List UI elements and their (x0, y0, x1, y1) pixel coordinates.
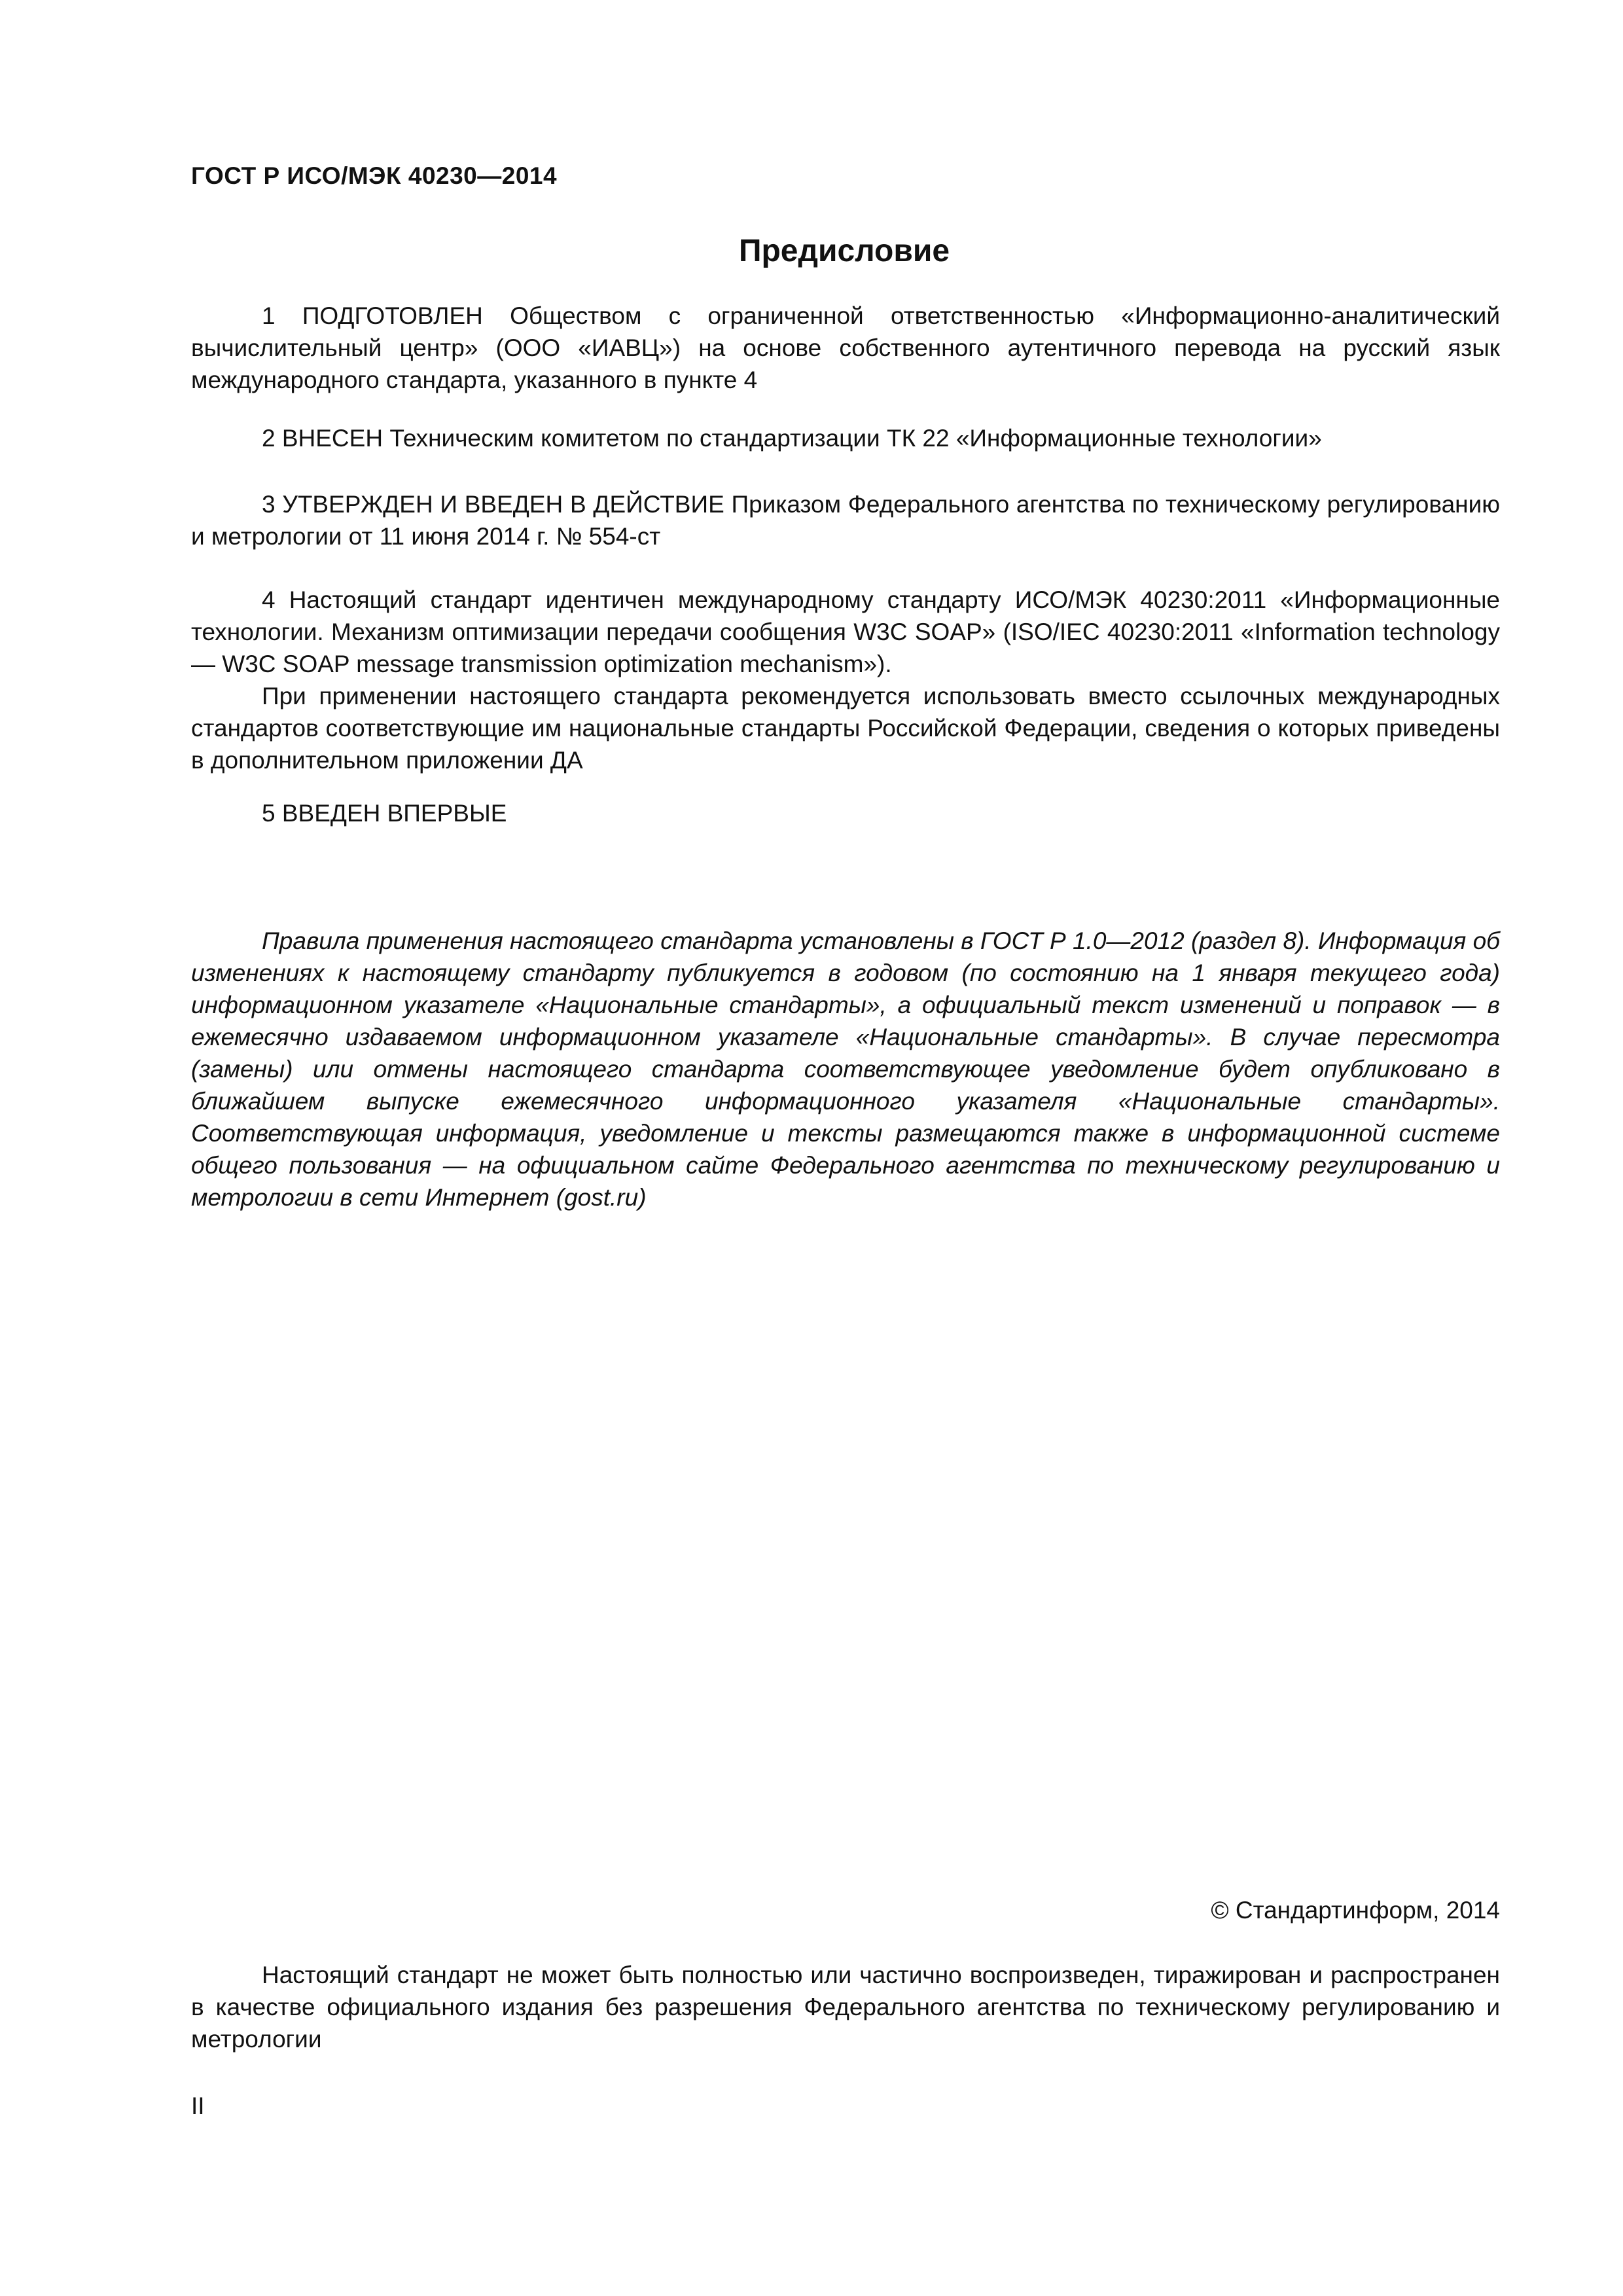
foreword-item-4 (191, 584, 1500, 776)
page-number: II (191, 2092, 205, 2119)
foreword-item-2-text: 2 ВНЕСЕН Техническим комитетом по стандартизации ТК 22 «Информационные технологии» (262, 425, 1322, 452)
foreword-item-4-recommendation: При применении настоящего стандарта рекомендуется использовать вместо ссылочных международных стандартов соответствующие им национальные стандарты Российской Федерации, сведения о которых приведены в дополнительном приложении ДА (191, 683, 1500, 774)
foreword-item-5-text: 5 ВВЕДЕН ВПЕРВЫЕ (262, 800, 507, 827)
foreword-item-3-text: 3 УТВЕРЖДЕН И ВВЕДЕН В ДЕЙСТВИЕ Приказом Федерального агентства по техническому регулированию и метрологии от 11 июня 2014 г. № 554-ст (191, 491, 1500, 550)
standard-code-header: ГОСТ Р ИСО/МЭК 40230—2014 (191, 162, 558, 189)
foreword-item-3 (191, 488, 1500, 552)
reproduction-notice (191, 1959, 1500, 2055)
foreword-item-5 (191, 797, 1500, 829)
section-title: Предисловие (738, 234, 950, 268)
foreword-item-4-text: 4 Настоящий стандарт идентичен международному стандарту ИСО/МЭК 40230:2011 «Информационные технологии. Механизм оптимизации передачи сообщения W3C SOAP» (ISO/IEC 40230:2011 «Information technology — W3C SOAP message transmission optimization mechanism»). (191, 586, 1500, 677)
reproduction-notice-text: Настоящий стандарт не может быть полностью или частично воспроизведен, тиражирован и распространен в качестве официального издания без разрешения Федерального агентства по техническому регулированию и метрологии (191, 1962, 1500, 2053)
application-rules-note-text: Правила применения настоящего стандарта установлены в ГОСТ Р 1.0—2012 (раздел 8). Информация об изменениях к настоящему стандарту публикуется в годовом (по состоянию на 1 января текущего года) информационном указателе «Национальные стандарты», а официальный текст изменений и поправок — в ежемесячно издаваемом информационном указателе «Национальные стандарты». В случае пересмотра (замены) или отмены настоящего стандарта соответствующее уведомление будет опубликовано в ближайшем выпуске ежемесячного информационного указателя «Национальные стандарты». Соответствующая информация, уведомление и тексты размещаются также в информационной системе общего пользования — на официальном сайте Федерального агентства по техническому регулированию и метрологии в сети Интернет (gost.ru) (191, 927, 1500, 1211)
foreword-item-2 (191, 422, 1500, 454)
application-rules-note (191, 925, 1500, 1213)
foreword-item-1 (191, 300, 1500, 396)
foreword-item-1-text: 1 ПОДГОТОВЛЕН Обществом с ограниченной ответственностью «Информационно-аналитический вычислительный центр» (ООО «ИАВЦ») на основе собственного аутентичного перевода на русский язык международного стандарта, указанного в пункте 4 (191, 302, 1500, 393)
copyright-notice: © Стандартинформ, 2014 (1211, 1897, 1500, 1924)
